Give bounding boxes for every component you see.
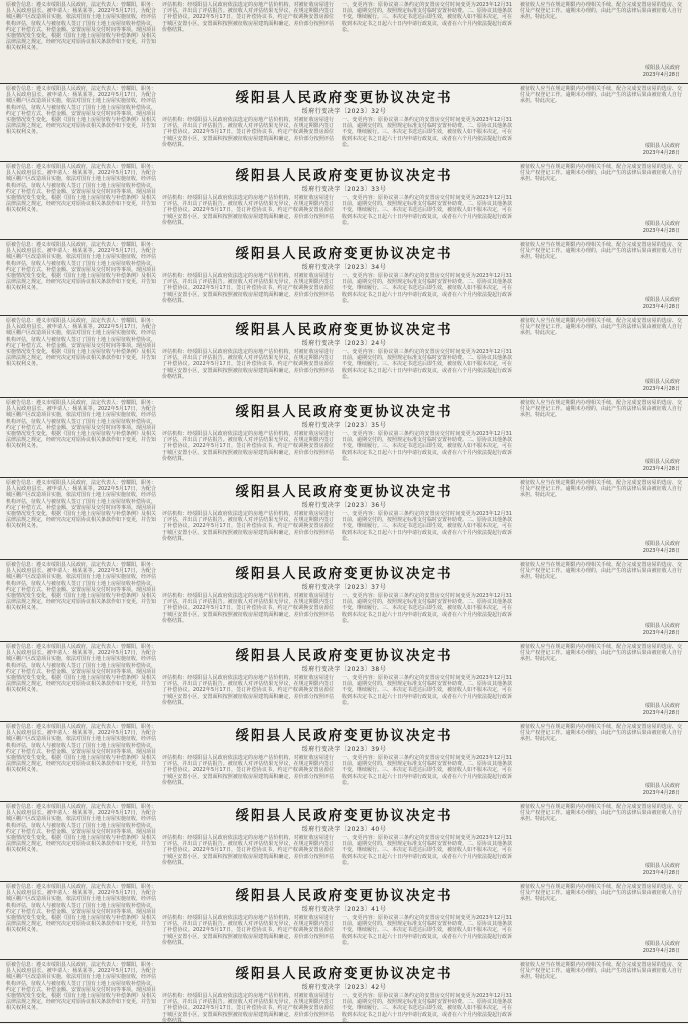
signoff-date: 2023年4月28日 bbox=[642, 150, 680, 156]
middle-column-text-b: 一、变更内容：原协议第三条约定的安置房交付时间变更为2023年12月31日前，逾期交付的，按照规定标准支付临时安置补助费。二、原协议其他条款不变，继续履行。三、本决定书送达后即生效，被征收人如不服本决定，可在收到本决定书之日起六十日内申请行政复议，或者在六个月内依法提起行政诉讼。 bbox=[342, 117, 513, 148]
signoff-org: 绥阳县人民政府 bbox=[644, 379, 680, 385]
middle-column-text-a: 评估机构：经绥阳县人民政府依法选定的房地产估价机构，对被征收房屋进行了评估，并出具了评估报告。被征收人对评估结果无异议，在规定期限内签订了补偿协议。2022年5月17日，签订补偿协议书，约定产权调换安置房源位于城区安置小区，安置面积按照被征收房屋建筑面积确定，差价部分按照评估价格结算。 bbox=[162, 755, 334, 786]
decision-title: 绥阳县人民政府变更协议决定书 bbox=[235, 648, 453, 664]
left-column-text: 原被告信息：遵义市绥阳县人民政府，法定代表人：曾耀阳，职务：县人民政府县长。被申请人：杨某某等。2022年5月17日，为配合城区棚户区改造项目实施，依法对国有土地上房屋实施征收，经评估机构评估，征收人与被征收人签订了国有土地上房屋征收补偿协议，约定了补偿方式、补偿金额、安置房屋及交付时间等事项。现因项目实施情况发生变化，根据《国有土地上房屋征收与补偿条例》及相关法律法规之规定，经研究决定对原协议相关条款作如下变更，并告知相关权利义务。 bbox=[6, 562, 157, 612]
signoff-date: 2023年4月28日 bbox=[642, 630, 680, 636]
left-column-text: 原被告信息：遵义市绥阳县人民政府，法定代表人：曾耀阳，职务：县人民政府县长。被申请人：杨某某等。2022年5月17日，为配合城区棚户区改造项目实施，依法对国有土地上房屋实施征收，经评估机构评估，征收人与被征收人签订了国有土地上房屋征收补偿协议，约定了补偿方式、补偿金额、安置房屋及交付时间等事项。现因项目实施情况发生变化，根据《国有土地上房屋征收与补偿条例》及相关法律法规之规定，经研究决定对原协议相关条款作如下变更，并告知相关权利义务。 bbox=[6, 884, 157, 934]
signoff-date: 2023年4月28日 bbox=[642, 870, 680, 876]
signoff-org: 绥阳县人民政府 bbox=[644, 541, 680, 547]
left-column-text: 原被告信息：遵义市绥阳县人民政府，法定代表人：曾耀阳，职务：县人民政府县长。被申请人：杨某某等。2022年5月17日，为配合城区棚户区改造项目实施，依法对国有土地上房屋实施征收，经评估机构评估，征收人与被征收人签订了国有土地上房屋征收补偿协议，约定了补偿方式、补偿金额、安置房屋及交付时间等事项。现因项目实施情况发生变化，根据《国有土地上房屋征收与补偿条例》及相关法律法规之规定，经研究决定对原协议相关条款作如下变更，并告知相关权利义务。 bbox=[6, 804, 157, 854]
middle-column-text-b: 一、变更内容：原协议第三条约定的安置房交付时间变更为2023年12月31日前，逾期交付的，按照规定标准支付临时安置补助费。二、原协议其他条款不变，继续履行。三、本决定书送达后即生效，被征收人如不服本决定，可在收到本决定书之日起六十日内申请行政复议，或者在六个月内依法提起行政诉讼。 bbox=[342, 755, 513, 786]
middle-column-text-b: 一、变更内容：原协议第三条约定的安置房交付时间变更为2023年12月31日前，逾期交付的，按照规定标准支付临时安置补助费。二、原协议其他条款不变，继续履行。三、本决定书送达后即生效，被征收人如不服本决定，可在收到本决定书之日起六十日内申请行政复议，或者在六个月内依法提起行政诉讼。 bbox=[342, 835, 513, 866]
left-column-text: 原被告信息：遵义市绥阳县人民政府，法定代表人：曾耀阳，职务：县人民政府县长。被申请人：杨某某等。2022年5月17日，为配合城区棚户区改造项目实施，依法对国有土地上房屋实施征收，经评估机构评估，征收人与被征收人签订了国有土地上房屋征收补偿协议，约定了补偿方式、补偿金额、安置房屋及交付时间等事项。现因项目实施情况发生变化，根据《国有土地上房屋征收与补偿条例》及相关法律法规之规定，经研究决定对原协议相关条款作如下变更，并告知相关权利义务。 bbox=[6, 724, 157, 774]
middle-column-text-b: 一、变更内容：原协议第三条约定的安置房交付时间变更为2023年12月31日前，逾期交付的，按照规定标准支付临时安置补助费。二、原协议其他条款不变，继续履行。三、本决定书送达后即生效，被征收人如不服本决定，可在收到本决定书之日起六十日内申请行政复议，或者在六个月内依法提起行政诉讼。 bbox=[342, 431, 513, 462]
signoff-date: 2023年4月28日 bbox=[642, 710, 680, 716]
signoff-date: 2023年4月28日 bbox=[642, 790, 680, 796]
signoff-date: 2023年4月28日 bbox=[642, 466, 680, 472]
signoff-org: 绥阳县人民政府 bbox=[644, 863, 680, 869]
middle-column-text-a: 评估机构：经绥阳县人民政府依法选定的房地产估价机构，对被征收房屋进行了评估，并出具了评估报告。被征收人对评估结果无异议，在规定期限内签订了补偿协议。2022年5月17日，签订补偿协议书，约定产权调换安置房源位于城区安置小区，安置面积按照被征收房屋建筑面积确定，差价部分按照评估价格结算。 bbox=[162, 993, 334, 1024]
signoff-org: 绥阳县人民政府 bbox=[644, 941, 680, 947]
middle-column-text-a: 评估机构：经绥阳县人民政府依法选定的房地产估价机构，对被征收房屋进行了评估，并出具了评估报告。被征收人对评估结果无异议，在规定期限内签订了补偿协议。2022年5月17日，签订补偿协议书，约定产权调换安置房源位于城区安置小区，安置面积按照被征收房屋建筑面积确定，差价部分按照评估价格结算。 bbox=[162, 431, 334, 462]
middle-column-text-b: 一、变更内容：原协议第三条约定的安置房交付时间变更为2023年12月31日前，逾期交付的，按照规定标准支付临时安置补助费。二、原协议其他条款不变，继续履行。三、本决定书送达后即生效，被征收人如不服本决定，可在收到本决定书之日起六十日内申请行政复议，或者在六个月内依法提起行政诉讼。 bbox=[342, 993, 513, 1024]
left-column-text: 原被告信息：遵义市绥阳县人民政府，法定代表人：曾耀阳，职务：县人民政府县长。被申请人：杨某某等。2022年5月17日，为配合城区棚户区改造项目实施，依法对国有土地上房屋实施征收，经评估机构评估，征收人与被征收人签订了国有土地上房屋征收补偿协议，约定了补偿方式、补偿金额、安置房屋及交付时间等事项。现因项目实施情况发生变化，根据《国有土地上房屋征收与补偿条例》及相关法律法规之规定，经研究决定对原协议相关条款作如下变更，并告知相关权利义务。 bbox=[6, 962, 157, 1012]
decision-block bbox=[0, 0, 688, 84]
signoff-org: 绥阳县人民政府 bbox=[644, 297, 680, 303]
middle-column-text-a: 评估机构：经绥阳县人民政府依法选定的房地产估价机构，对被征收房屋进行了评估，并出具了评估报告。被征收人对评估结果无异议，在规定期限内签订了补偿协议。2022年5月17日，签订补偿协议书，约定产权调换安置房源位于城区安置小区，安置面积按照被征收房屋建筑面积确定，差价部分按照评估价格结算。 bbox=[162, 511, 334, 542]
decision-number: 绥府行变决字〔2023〕39号 bbox=[301, 746, 387, 753]
decision-number: 绥府行变决字〔2023〕42号 bbox=[301, 984, 387, 991]
decision-number: 绥府行变决字〔2023〕32号 bbox=[301, 108, 387, 115]
middle-column-text-b: 一、变更内容：原协议第三条约定的安置房交付时间变更为2023年12月31日前，逾期交付的，按照规定标准支付临时安置补助费。二、原协议其他条款不变，继续履行。三、本决定书送达后即生效，被征收人如不服本决定，可在收到本决定书之日起六十日内申请行政复议，或者在六个月内依法提起行政诉讼。 bbox=[342, 273, 513, 304]
right-column-text: 被征收人应当在规定期限内办理相关手续，配合完成安置房屋的选房、交付及产权登记工作。逾期未办理的，由此产生的法律后果由被征收人自行承担。特此决定。 bbox=[520, 2, 682, 21]
middle-column-text-b: 一、变更内容：原协议第三条约定的安置房交付时间变更为2023年12月31日前，逾期交付的，按照规定标准支付临时安置补助费。二、原协议其他条款不变，继续履行。三、本决定书送达后即生效，被征收人如不服本决定，可在收到本决定书之日起六十日内申请行政复议，或者在六个月内依法提起行政诉讼。 bbox=[342, 511, 513, 542]
signoff-org: 绥阳县人民政府 bbox=[644, 143, 680, 149]
decision-block bbox=[0, 398, 688, 478]
middle-column-text-b: 一、变更内容：原协议第三条约定的安置房交付时间变更为2023年12月31日前，逾期交付的，按照规定标准支付临时安置补助费。二、原协议其他条款不变，继续履行。三、本决定书送达后即生效，被征收人如不服本决定，可在收到本决定书之日起六十日内申请行政复议，或者在六个月内依法提起行政诉讼。 bbox=[342, 2, 513, 33]
decision-number: 绥府行变决字〔2023〕33号 bbox=[301, 186, 387, 193]
right-column-text: 被征收人应当在规定期限内办理相关手续，配合完成安置房屋的选房、交付及产权登记工作。逾期未办理的，由此产生的法律后果由被征收人自行承担。特此决定。 bbox=[520, 562, 682, 581]
decision-title: 绥阳县人民政府变更协议决定书 bbox=[235, 888, 453, 904]
decision-title: 绥阳县人民政府变更协议决定书 bbox=[235, 566, 453, 582]
decision-title: 绥阳县人民政府变更协议决定书 bbox=[235, 404, 453, 420]
decision-block bbox=[0, 802, 688, 882]
decision-title: 绥阳县人民政府变更协议决定书 bbox=[235, 484, 453, 500]
decision-title: 绥阳县人民政府变更协议决定书 bbox=[235, 168, 453, 184]
signoff-date: 2023年4月28日 bbox=[642, 386, 680, 392]
left-column-text: 原被告信息：遵义市绥阳县人民政府，法定代表人：曾耀阳，职务：县人民政府县长。被申请人：杨某某等。2022年5月17日，为配合城区棚户区改造项目实施，依法对国有土地上房屋实施征收，经评估机构评估，征收人与被征收人签订了国有土地上房屋征收补偿协议，约定了补偿方式、补偿金额、安置房屋及交付时间等事项。现因项目实施情况发生变化，根据《国有土地上房屋征收与补偿条例》及相关法律法规之规定，经研究决定对原协议相关条款作如下变更，并告知相关权利义务。 bbox=[6, 644, 157, 694]
middle-column-text-b: 一、变更内容：原协议第三条约定的安置房交付时间变更为2023年12月31日前，逾期交付的，按照规定标准支付临时安置补助费。二、原协议其他条款不变，继续履行。三、本决定书送达后即生效，被征收人如不服本决定，可在收到本决定书之日起六十日内申请行政复议，或者在六个月内依法提起行政诉讼。 bbox=[342, 593, 513, 624]
decision-number: 绥府行变决字〔2023〕40号 bbox=[301, 826, 387, 833]
signoff-date: 2023年4月28日 bbox=[642, 72, 680, 78]
decision-title: 绥阳县人民政府变更协议决定书 bbox=[235, 728, 453, 744]
decision-block bbox=[0, 960, 688, 1023]
middle-column-text-a: 评估机构：经绥阳县人民政府依法选定的房地产估价机构，对被征收房屋进行了评估，并出具了评估报告。被征收人对评估结果无异议，在规定期限内签订了补偿协议。2022年5月17日，签订补偿协议书，约定产权调换安置房源位于城区安置小区，安置面积按照被征收房屋建筑面积确定，差价部分按照评估价格结算。 bbox=[162, 915, 334, 946]
middle-column-text-a: 评估机构：经绥阳县人民政府依法选定的房地产估价机构，对被征收房屋进行了评估，并出具了评估报告。被征收人对评估结果无异议，在规定期限内签订了补偿协议。2022年5月17日，签订补偿协议书，约定产权调换安置房源位于城区安置小区，安置面积按照被征收房屋建筑面积确定，差价部分按照评估价格结算。 bbox=[162, 835, 334, 866]
signoff-org: 绥阳县人民政府 bbox=[644, 459, 680, 465]
signoff-org: 绥阳县人民政府 bbox=[644, 623, 680, 629]
signoff-date: 2023年4月28日 bbox=[642, 548, 680, 554]
right-column-text: 被征收人应当在规定期限内办理相关手续，配合完成安置房屋的选房、交付及产权登记工作。逾期未办理的，由此产生的法律后果由被征收人自行承担。特此决定。 bbox=[520, 884, 682, 903]
decision-block bbox=[0, 478, 688, 560]
middle-column-text-b: 一、变更内容：原协议第三条约定的安置房交付时间变更为2023年12月31日前，逾期交付的，按照规定标准支付临时安置补助费。二、原协议其他条款不变，继续履行。三、本决定书送达后即生效，被征收人如不服本决定，可在收到本决定书之日起六十日内申请行政复议，或者在六个月内依法提起行政诉讼。 bbox=[342, 195, 513, 226]
decision-title: 绥阳县人民政府变更协议决定书 bbox=[235, 246, 453, 262]
signoff-date: 2023年4月28日 bbox=[642, 228, 680, 234]
left-column-text: 原被告信息：遵义市绥阳县人民政府，法定代表人：曾耀阳，职务：县人民政府县长。被申请人：杨某某等。2022年5月17日，为配合城区棚户区改造项目实施，依法对国有土地上房屋实施征收，经评估机构评估，征收人与被征收人签订了国有土地上房屋征收补偿协议，约定了补偿方式、补偿金额、安置房屋及交付时间等事项。现因项目实施情况发生变化，根据《国有土地上房屋征收与补偿条例》及相关法律法规之规定，经研究决定对原协议相关条款作如下变更，并告知相关权利义务。 bbox=[6, 164, 157, 214]
middle-column-text-b: 一、变更内容：原协议第三条约定的安置房交付时间变更为2023年12月31日前，逾期交付的，按照规定标准支付临时安置补助费。二、原协议其他条款不变，继续履行。三、本决定书送达后即生效，被征收人如不服本决定，可在收到本决定书之日起六十日内申请行政复议，或者在六个月内依法提起行政诉讼。 bbox=[342, 349, 513, 380]
middle-column-text-a: 评估机构：经绥阳县人民政府依法选定的房地产估价机构，对被征收房屋进行了评估，并出具了评估报告。被征收人对评估结果无异议，在规定期限内签订了补偿协议。2022年5月17日，签订补偿协议书，约定产权调换安置房源位于城区安置小区，安置面积按照被征收房屋建筑面积确定，差价部分按照评估价格结算。 bbox=[162, 195, 334, 226]
decision-block bbox=[0, 316, 688, 398]
right-column-text: 被征收人应当在规定期限内办理相关手续，配合完成安置房屋的选房、交付及产权登记工作。逾期未办理的，由此产生的法律后果由被征收人自行承担。特此决定。 bbox=[520, 400, 682, 419]
left-column-text: 原被告信息：遵义市绥阳县人民政府，法定代表人：曾耀阳，职务：县人民政府县长。被申请人：杨某某等。2022年5月17日，为配合城区棚户区改造项目实施，依法对国有土地上房屋实施征收，经评估机构评估，征收人与被征收人签订了国有土地上房屋征收补偿协议，约定了补偿方式、补偿金额、安置房屋及交付时间等事项。现因项目实施情况发生变化，根据《国有土地上房屋征收与补偿条例》及相关法律法规之规定，经研究决定对原协议相关条款作如下变更，并告知相关权利义务。 bbox=[6, 400, 157, 450]
middle-column-text-b: 一、变更内容：原协议第三条约定的安置房交付时间变更为2023年12月31日前，逾期交付的，按照规定标准支付临时安置补助费。二、原协议其他条款不变，继续履行。三、本决定书送达后即生效，被征收人如不服本决定，可在收到本决定书之日起六十日内申请行政复议，或者在六个月内依法提起行政诉讼。 bbox=[342, 915, 513, 946]
right-column-text: 被征收人应当在规定期限内办理相关手续，配合完成安置房屋的选房、交付及产权登记工作。逾期未办理的，由此产生的法律后果由被征收人自行承担。特此决定。 bbox=[520, 480, 682, 499]
right-column-text: 被征收人应当在规定期限内办理相关手续，配合完成安置房屋的选房、交付及产权登记工作。逾期未办理的，由此产生的法律后果由被征收人自行承担。特此决定。 bbox=[520, 644, 682, 663]
middle-column-text-b: 一、变更内容：原协议第三条约定的安置房交付时间变更为2023年12月31日前，逾期交付的，按照规定标准支付临时安置补助费。二、原协议其他条款不变，继续履行。三、本决定书送达后即生效，被征收人如不服本决定，可在收到本决定书之日起六十日内申请行政复议，或者在六个月内依法提起行政诉讼。 bbox=[342, 675, 513, 706]
decision-block bbox=[0, 642, 688, 722]
signoff-org: 绥阳县人民政府 bbox=[644, 65, 680, 71]
middle-column-text-a: 评估机构：经绥阳县人民政府依法选定的房地产估价机构，对被征收房屋进行了评估，并出具了评估报告。被征收人对评估结果无异议，在规定期限内签订了补偿协议。2022年5月17日，签订补偿协议书，约定产权调换安置房源位于城区安置小区，安置面积按照被征收房屋建筑面积确定，差价部分按照评估价格结算。 bbox=[162, 273, 334, 304]
left-column-text: 原被告信息：遵义市绥阳县人民政府，法定代表人：曾耀阳，职务：县人民政府县长。被申请人：杨某某等。2022年5月17日，为配合城区棚户区改造项目实施，依法对国有土地上房屋实施征收，经评估机构评估，征收人与被征收人签订了国有土地上房屋征收补偿协议，约定了补偿方式、补偿金额、安置房屋及交付时间等事项。现因项目实施情况发生变化，根据《国有土地上房屋征收与补偿条例》及相关法律法规之规定，经研究决定对原协议相关条款作如下变更，并告知相关权利义务。 bbox=[6, 480, 157, 530]
decision-number: 绥府行变决字〔2023〕41号 bbox=[301, 906, 387, 913]
decision-number: 绥府行变决字〔2023〕37号 bbox=[301, 584, 387, 591]
right-column-text: 被征收人应当在规定期限内办理相关手续，配合完成安置房屋的选房、交付及产权登记工作。逾期未办理的，由此产生的法律后果由被征收人自行承担。特此决定。 bbox=[520, 164, 682, 183]
middle-column-text-a: 评估机构：经绥阳县人民政府依法选定的房地产估价机构，对被征收房屋进行了评估，并出具了评估报告。被征收人对评估结果无异议，在规定期限内签订了补偿协议。2022年5月17日，签订补偿协议书，约定产权调换安置房源位于城区安置小区，安置面积按照被征收房屋建筑面积确定，差价部分按照评估价格结算。 bbox=[162, 675, 334, 706]
middle-column-text-a: 评估机构：经绥阳县人民政府依法选定的房地产估价机构，对被征收房屋进行了评估，并出具了评估报告。被征收人对评估结果无异议，在规定期限内签订了补偿协议。2022年5月17日，签订补偿协议书，约定产权调换安置房源位于城区安置小区，安置面积按照被征收房屋建筑面积确定，差价部分按照评估价格结算。 bbox=[162, 349, 334, 380]
decision-title: 绥阳县人民政府变更协议决定书 bbox=[235, 966, 453, 982]
decision-title: 绥阳县人民政府变更协议决定书 bbox=[235, 322, 453, 338]
decision-number: 绥府行变决字〔2023〕24号 bbox=[301, 340, 387, 347]
decision-block bbox=[0, 560, 688, 642]
decision-block bbox=[0, 882, 688, 960]
signoff-org: 绥阳县人民政府 bbox=[644, 221, 680, 227]
left-column-text: 原被告信息：遵义市绥阳县人民政府，法定代表人：曾耀阳，职务：县人民政府县长。被申请人：杨某某等。2022年5月17日，为配合城区棚户区改造项目实施，依法对国有土地上房屋实施征收，经评估机构评估，征收人与被征收人签订了国有土地上房屋征收补偿协议，约定了补偿方式、补偿金额、安置房屋及交付时间等事项。现因项目实施情况发生变化，根据《国有土地上房屋征收与补偿条例》及相关法律法规之规定，经研究决定对原协议相关条款作如下变更，并告知相关权利义务。 bbox=[6, 2, 157, 52]
signoff-date: 2023年4月28日 bbox=[642, 304, 680, 310]
middle-column-text-a: 评估机构：经绥阳县人民政府依法选定的房地产估价机构，对被征收房屋进行了评估，并出具了评估报告。被征收人对评估结果无异议，在规定期限内签订了补偿协议。2022年5月17日，签订补偿协议书，约定产权调换安置房源位于城区安置小区，安置面积按照被征收房屋建筑面积确定，差价部分按照评估价格结算。 bbox=[162, 593, 334, 624]
decision-block bbox=[0, 722, 688, 802]
signoff-org: 绥阳县人民政府 bbox=[644, 783, 680, 789]
decision-block bbox=[0, 162, 688, 240]
right-column-text: 被征收人应当在规定期限内办理相关手续，配合完成安置房屋的选房、交付及产权登记工作。逾期未办理的，由此产生的法律后果由被征收人自行承担。特此决定。 bbox=[520, 724, 682, 743]
decision-block bbox=[0, 240, 688, 316]
decision-number: 绥府行变决字〔2023〕35号 bbox=[301, 422, 387, 429]
right-column-text: 被征收人应当在规定期限内办理相关手续，配合完成安置房屋的选房、交付及产权登记工作。逾期未办理的，由此产生的法律后果由被征收人自行承担。特此决定。 bbox=[520, 86, 682, 105]
decision-title: 绥阳县人民政府变更协议决定书 bbox=[235, 90, 453, 106]
left-column-text: 原被告信息：遵义市绥阳县人民政府，法定代表人：曾耀阳，职务：县人民政府县长。被申请人：杨某某等。2022年5月17日，为配合城区棚户区改造项目实施，依法对国有土地上房屋实施征收，经评估机构评估，征收人与被征收人签订了国有土地上房屋征收补偿协议，约定了补偿方式、补偿金额、安置房屋及交付时间等事项。现因项目实施情况发生变化，根据《国有土地上房屋征收与补偿条例》及相关法律法规之规定，经研究决定对原协议相关条款作如下变更，并告知相关权利义务。 bbox=[6, 86, 157, 136]
right-column-text: 被征收人应当在规定期限内办理相关手续，配合完成安置房屋的选房、交付及产权登记工作。逾期未办理的，由此产生的法律后果由被征收人自行承担。特此决定。 bbox=[520, 318, 682, 337]
middle-column-text-a: 评估机构：经绥阳县人民政府依法选定的房地产估价机构，对被征收房屋进行了评估，并出具了评估报告。被征收人对评估结果无异议，在规定期限内签订了补偿协议。2022年5月17日，签订补偿协议书，约定产权调换安置房源位于城区安置小区，安置面积按照被征收房屋建筑面积确定，差价部分按照评估价格结算。 bbox=[162, 117, 334, 148]
left-column-text: 原被告信息：遵义市绥阳县人民政府，法定代表人：曾耀阳，职务：县人民政府县长。被申请人：杨某某等。2022年5月17日，为配合城区棚户区改造项目实施，依法对国有土地上房屋实施征收，经评估机构评估，征收人与被征收人签订了国有土地上房屋征收补偿协议，约定了补偿方式、补偿金额、安置房屋及交付时间等事项。现因项目实施情况发生变化，根据《国有土地上房屋征收与补偿条例》及相关法律法规之规定，经研究决定对原协议相关条款作如下变更，并告知相关权利义务。 bbox=[6, 242, 157, 292]
signoff-org: 绥阳县人民政府 bbox=[644, 703, 680, 709]
right-column-text: 被征收人应当在规定期限内办理相关手续，配合完成安置房屋的选房、交付及产权登记工作。逾期未办理的，由此产生的法律后果由被征收人自行承担。特此决定。 bbox=[520, 242, 682, 261]
middle-column-text-a: 评估机构：经绥阳县人民政府依法选定的房地产估价机构，对被征收房屋进行了评估，并出具了评估报告。被征收人对评估结果无异议，在规定期限内签订了补偿协议。2022年5月17日，签订补偿协议书，约定产权调换安置房源位于城区安置小区，安置面积按照被征收房屋建筑面积确定，差价部分按照评估价格结算。 bbox=[162, 2, 334, 33]
right-column-text: 被征收人应当在规定期限内办理相关手续，配合完成安置房屋的选房、交付及产权登记工作。逾期未办理的，由此产生的法律后果由被征收人自行承担。特此决定。 bbox=[520, 804, 682, 823]
decision-title: 绥阳县人民政府变更协议决定书 bbox=[235, 808, 453, 824]
left-column-text: 原被告信息：遵义市绥阳县人民政府，法定代表人：曾耀阳，职务：县人民政府县长。被申请人：杨某某等。2022年5月17日，为配合城区棚户区改造项目实施，依法对国有土地上房屋实施征收，经评估机构评估，征收人与被征收人签订了国有土地上房屋征收补偿协议，约定了补偿方式、补偿金额、安置房屋及交付时间等事项。现因项目实施情况发生变化，根据《国有土地上房屋征收与补偿条例》及相关法律法规之规定，经研究决定对原协议相关条款作如下变更，并告知相关权利义务。 bbox=[6, 318, 157, 368]
signoff-date: 2023年4月28日 bbox=[642, 948, 680, 954]
decision-number: 绥府行变决字〔2023〕38号 bbox=[301, 666, 387, 673]
decision-block bbox=[0, 84, 688, 162]
decision-number: 绥府行变决字〔2023〕36号 bbox=[301, 502, 387, 509]
right-column-text: 被征收人应当在规定期限内办理相关手续，配合完成安置房屋的选房、交付及产权登记工作。逾期未办理的，由此产生的法律后果由被征收人自行承担。特此决定。 bbox=[520, 962, 682, 981]
decision-number: 绥府行变决字〔2023〕34号 bbox=[301, 264, 387, 271]
